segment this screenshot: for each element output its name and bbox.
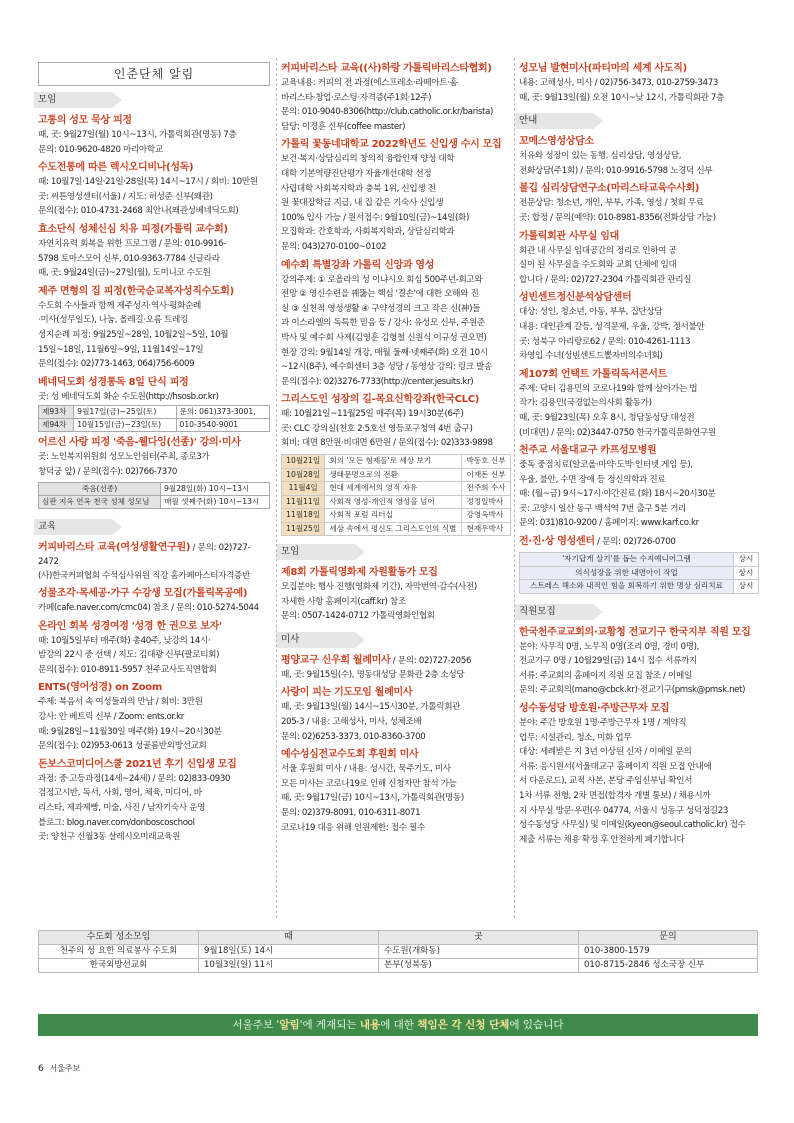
notice-line: 100% 입사 가능 / 원서접수: 9월10일(금)~14일(화) xyxy=(281,212,469,223)
table-cell: 사회적 영성-개인적 영성을 넘어 xyxy=(325,495,462,509)
notice-title xyxy=(38,376,270,390)
notice-line: (비대면) / 문의: 02)3447-0750 한국가톨릭문화연구원 xyxy=(519,427,716,438)
notice-line: 회관 내 사무실 임대공간의 정리로 인하여 공 xyxy=(519,245,677,256)
notice-line: 성수동성당 사무실) 및 이메일(kyeon@seoul.catholic.kr) 접수 xyxy=(519,820,746,831)
notice-item xyxy=(519,444,759,531)
notice-line: 제출 서류는 채용 확정 후 안전하게 폐기합니다 xyxy=(519,834,685,845)
table-cell: 이재돈 신부 xyxy=(462,468,511,482)
notice-title xyxy=(38,436,270,450)
notice-title xyxy=(38,587,270,601)
notice-line: 과 이스라엘의 독특한 믿음 등 / 강사: 유성모 신부, 주원준 xyxy=(281,318,485,329)
notice-item xyxy=(281,748,511,835)
table-cell: 회의 '모든 형제들'로 세상 보기 xyxy=(325,455,462,469)
notice-line: 때, 곳: 9월13일(월) 오전 10시~낮 12시, 가톨릭회관 7층 xyxy=(519,92,725,103)
notice-line: 과정: 중·고등과정(14세~24세) / 문의: 02)833-0930 xyxy=(38,773,231,784)
notice-title-text: 커피바리스타 교육(여성생활연구원) xyxy=(38,541,191,553)
column-left xyxy=(38,62,270,845)
notice-line: 보건·복지·상담심리의 창의적 융합인재 양성 대학 xyxy=(281,154,455,165)
notice-title-text: 예수성심전교수도회 후원회 미사 xyxy=(281,749,419,761)
notice-title-text: 가톨릭회관 사무실 임대 xyxy=(519,230,619,242)
notice-line: 곳: 양천구 신월3동 살레시오미래교육원 xyxy=(38,832,181,843)
notice-line: (사)한국커피협회 수석심사위원 직강 홈카페마스터자격증반 xyxy=(38,570,250,581)
notice-title-text: 수도전통에 따른 렉시오디비나(성독) xyxy=(38,162,194,174)
notice-title xyxy=(519,291,759,305)
lecture-rows xyxy=(282,455,511,536)
table-cell: 9월17일(금)~25일(토) xyxy=(74,406,176,419)
page-title: 인준단체 알림 xyxy=(38,62,270,86)
notice-line: 모든 미사는 코로나19로 인해 신청자만 참석 가능 xyxy=(281,778,457,789)
notice-line: 문의(접수): 010-4731-2468 최안나(왜관성베네딕도회) xyxy=(38,206,239,217)
notice-line: 리스타, 제과제빵, 미술, 사진 / 남자기숙사 운영 xyxy=(38,803,206,814)
table-cell: 010-3800-1579 xyxy=(579,945,758,959)
notice-title-text: 성수동성당 방호원·주방근무자 모집 xyxy=(519,702,670,714)
table-row xyxy=(520,580,759,594)
notice-title-text: 성모님 발현미사(파티마의 세계 사도직) xyxy=(519,63,687,74)
vocation-table xyxy=(38,930,758,973)
notice-line: 때: 10월21일~11월25일 매주(목) 19시30분(6주) xyxy=(281,409,464,420)
notice-item xyxy=(281,566,511,624)
table-cell: 10월3일(일) 11시 xyxy=(199,959,379,973)
table-cell: 수도원(개화동) xyxy=(379,945,579,959)
table-cell: 10월28일 xyxy=(282,468,325,482)
notice-line: 작가: 김용민(국경없는의사회 활동가) xyxy=(519,398,652,409)
notice-line: 때, 곳: 9월27일(월) 10시~13시, 가톨릭회관(명동) 7층 xyxy=(38,130,237,140)
notice-item xyxy=(281,259,511,390)
table-cell: 9월18일(토) 14시 xyxy=(199,945,379,959)
notice-item xyxy=(519,291,759,363)
notice-title xyxy=(281,566,511,580)
notice-title-text: 전·진·상 영성센터 xyxy=(519,536,595,548)
notice-title-text: 돈보스코미디어스쿨 2021년 후기 신입생 모집 xyxy=(38,758,237,770)
table-cell: 스트레스 해소와 내적인 힘을 회복하기 위한 명상 심리치료 xyxy=(520,580,734,594)
notice-line: 자연치유력 회복을 위한 프로그램 / 문의: 010-9916- xyxy=(38,238,226,249)
notice-title-text: 커피바리스타 교육((사)하랑 가톨릭바리스타협회) xyxy=(281,63,492,74)
notice-title-text: 볼깁 심리상담연구소(마리스타교육수사회) xyxy=(519,183,700,195)
table-row xyxy=(282,455,511,469)
notice-line: ·미사(성무일도), 나눔, 올레길·오름 트레킹 xyxy=(38,315,188,326)
table-cell: 사회적 포럼 리터십 xyxy=(325,509,462,523)
notice-line: 문의: 0507-1424-0712 가톨릭영화인협회 xyxy=(281,611,435,622)
notice-title xyxy=(519,135,759,149)
notice-line: 곳: CLC 강의실(천호 2·5호선 영등포구청역 4번 출구) xyxy=(281,423,473,434)
notice-line: 때: 10월7일·14일·21일·28일(목) 14시~17시 / 회비: 10만원 xyxy=(38,177,258,188)
list-c3a xyxy=(519,62,759,105)
notice-line: 때: (월~금) 9시~17시·야간진료 (화) 18시~20시30분 xyxy=(519,489,716,500)
notice-item xyxy=(38,161,270,219)
table-row xyxy=(39,482,270,495)
notice-item xyxy=(38,681,270,753)
section-label-gathering: 모임 xyxy=(277,544,355,560)
disclaimer-banner xyxy=(38,1014,758,1036)
notice-title-text: 성빈센트정신분석상담센터 xyxy=(519,292,632,304)
notice-line: 곳: 노인복지위원회 성모노인쉼터(주최, 종로3가 xyxy=(38,452,210,463)
notice-line: 때: 10월5일부터 매주(화) 총40주, 낮강의 14시· xyxy=(38,635,211,646)
notice-item xyxy=(519,368,759,440)
notice-line: 카페(cafe.naver.com/cmc04) 참조 / 문의: 010-5274-5044 xyxy=(38,603,259,614)
table-cell: 10월15일(금)~23일(토) xyxy=(74,419,176,432)
notice-title xyxy=(519,62,759,76)
list-c2b xyxy=(281,566,511,624)
notice-line: 전교기구 0명 / 10월29일(금) 14시 접수 서류까지 xyxy=(519,656,697,667)
notice-item xyxy=(38,114,270,157)
notice-line: 문의: 010-9040-8306(http://club.catholic.or.kr/barista) xyxy=(281,107,493,118)
notice-highlight: 알림 xyxy=(279,1019,300,1031)
notice-line: 때, 곳: 9월23일(목) 오후 8시, 청담동성당 대성전 xyxy=(519,412,695,423)
notice-line: 전문상담: 청소년, 개인, 부부, 가족, 영성 / 첫회 무료 xyxy=(519,198,704,209)
notice-line: 차영입 수녀(성빈센트드뽈자비의수녀회) xyxy=(519,351,663,362)
table-cell: 010-8715-2846 성소국장 신부 xyxy=(579,959,758,973)
notice-line: 문의(접수): 02)773-1463, 064)756-6009 xyxy=(38,359,195,370)
notice-item xyxy=(519,535,759,549)
notice-highlight: 책임은 각 신청 단체 xyxy=(417,1019,510,1031)
notice-title xyxy=(281,138,511,152)
table-cell: 현대 세계에서의 영적 자유 xyxy=(325,482,462,496)
notice-title-text: 제107회 언택트 가톨릭독서콘서트 xyxy=(519,368,668,380)
notice-line: 성지순례 피정: 9월25일~28일, 10월2일~5일, 10월 xyxy=(38,329,229,340)
table-cell: 11월4일 xyxy=(282,482,325,496)
section-label-education: 교육 xyxy=(34,519,112,535)
table-cell: 상시 xyxy=(733,553,758,567)
notice-line: 블로그: blog.naver.com/donboscoschool xyxy=(38,817,195,828)
notice-title xyxy=(519,702,759,716)
notice-title-extra: / 문의: 02)727-2056 xyxy=(390,655,472,666)
notice-line: 전화상담(주1회) / 문의: 010-9916-5798 노경덕 신부 xyxy=(519,165,713,176)
table-cell: 010-3540-9001 xyxy=(176,419,270,432)
notice-item xyxy=(38,376,270,405)
notice-text: '에 게재되는 xyxy=(299,1019,360,1031)
notice-item xyxy=(38,541,270,584)
notice-line: 바리스타·창업·로스팅·자격증(주1회·12주) xyxy=(281,92,432,103)
notice-line: 내용: 고해성사, 미사 / 02)756-3473, 010-2759-3473 xyxy=(519,78,718,88)
notice-title xyxy=(281,393,511,407)
table-cell: 천주의 성 요한 의료봉사 수도회 xyxy=(39,945,199,959)
column-middle xyxy=(281,58,511,835)
notice-line: 치유와 성장이 있는 동행. 심리상담, 영성상담, xyxy=(519,151,682,162)
program-table xyxy=(519,552,759,594)
notice-title xyxy=(281,62,511,76)
notice-line: 전망 ② 영신수련을 꿰뚫는 핵심 '결손'에 대한 오해와 진 xyxy=(281,289,479,300)
table-cell: 11월11일 xyxy=(282,495,325,509)
table-row xyxy=(282,509,511,523)
notice-title-text: 온라인 회복 성경여정 '성경 한 권으로 보자' xyxy=(38,620,222,632)
lecture-table xyxy=(281,454,511,536)
notice-title xyxy=(38,223,270,237)
schedule-table xyxy=(38,482,270,509)
table-cell: 제94차 xyxy=(39,419,74,432)
notice-highlight: 내용 xyxy=(359,1019,381,1031)
notice-line: 문의: 043)270-0100~0102 xyxy=(281,241,387,252)
notice-title xyxy=(519,230,759,244)
notice-line: 문의: 주교회의(mano@cbck.kr)·전교기구(pmsk@pmsk.net) xyxy=(519,685,746,696)
notice-item xyxy=(281,686,511,744)
list-c3c xyxy=(519,626,759,848)
notice-line: 곳: 성 베네딕도회 화순 수도원(http://hsosb.or.kr) xyxy=(38,391,219,402)
notice-title-text: 예수회 특별강좌 가톨릭 신앙과 영성 xyxy=(281,259,435,271)
notice-item xyxy=(519,62,759,105)
notice-line: 원 꽃대장학금 지급, 내 집 같은 기숙사 신입생 xyxy=(281,198,444,209)
table-cell: 현재우박사 xyxy=(462,522,511,536)
notice-line: 대상: 성인, 청소년, 아동, 부부, 집단상담 xyxy=(519,307,663,318)
table-cell: 한국외방선교회 xyxy=(39,959,199,973)
table-cell: 박동호 신부 xyxy=(462,455,511,469)
notice-item xyxy=(519,626,759,698)
table-row xyxy=(39,945,758,959)
notice-title-text: 제8회 가톨릭영화제 자원활동가 모집 xyxy=(281,567,438,579)
notice-text: 서울주보 ' xyxy=(232,1019,280,1031)
notice-line: 창덕궁 앞) / 문의(접수): 02)766-7370 xyxy=(38,466,178,477)
notice-line: 때, 곳: 9월17일(금) 10시~13시, 가톨릭회관(명동) xyxy=(281,793,464,804)
notice-title xyxy=(38,161,270,175)
notice-title xyxy=(519,182,759,196)
table-cell: 제93차 xyxy=(39,406,74,419)
notice-line: 때, 곳: 9월24일(금)~27일(월), 도미니코 수도원 xyxy=(38,268,211,279)
list-c2c xyxy=(281,654,511,835)
table-cell: 전주희 수사 xyxy=(462,482,511,496)
notice-line: 대상: 세례받은 지 3년 이상된 신자 / 이메일 문의 xyxy=(519,747,692,758)
notice-title xyxy=(519,626,759,640)
table-cell: 상시 xyxy=(733,580,758,594)
notice-line: 1차 서류 전형, 2차 면접(합격자 개별 통보) / 채용시까 xyxy=(519,790,711,801)
notice-line: 밤강의 22시 중 선택 / 지도: 김대광 신부(팔로티회) xyxy=(38,650,220,661)
table-cell: 10월21일 xyxy=(282,455,325,469)
notice-line: 곳: 고양시 일산 동구 백석역 7번 출구 5분 거리 xyxy=(519,503,687,514)
notice-line: 문의(접수): 010-8911-5957 천주교사도직연합회 xyxy=(38,664,217,675)
table-row xyxy=(282,468,511,482)
notice-title xyxy=(519,444,759,458)
notice-item xyxy=(38,285,270,372)
notice-title xyxy=(38,114,270,128)
notice-line: 박사 및 예수회 사제(김영훈 김형철 신원식 이규성 권오면) xyxy=(281,332,487,343)
notice-line: 담당: 이경훈 신부(coffee master) xyxy=(281,121,406,132)
notice-line: 자세한 사항 홈페이지(caff.kr) 참조 xyxy=(281,596,406,607)
notice-title-text: 효소단식 성체신심 치유 피정(가톨릭 교수회) xyxy=(38,223,228,235)
notice-line: 사립대학 사회복지학과 충북 1위, 신입생 전 xyxy=(281,183,436,194)
table-cell: 9월28일(화) 10시~13시 xyxy=(161,482,270,495)
section-label-retreat: 모임 xyxy=(34,92,112,108)
notice-title-text: 어르신 사랑 피정 '죽음-웰다잉(선종)' 강의·미사 xyxy=(38,437,241,449)
notice-line: 서류: 주교회의 홈페이지 직원 모집 참조 / 이메일 xyxy=(519,670,692,681)
notice-line: 검정고시반, 독서, 사회, 영어, 체육, 미디어, 바 xyxy=(38,788,202,799)
notice-line: 곳: 씨튼영성센터(서울) / 지도: 허성준 신부(왜관) xyxy=(38,191,213,202)
section-label-mass: 미사 xyxy=(277,632,355,648)
notice-line: 주제: 닥터 김용민의 코로나19와 함께 살아가는 법 xyxy=(519,383,698,394)
notice-line: 수도회 수사들과 함께 제주성지·역사·평화순례 xyxy=(38,300,201,311)
notice-title-text: 제주 면형의 집 피정(한국순교복자성직수도회) xyxy=(38,285,234,297)
table-row xyxy=(282,522,511,536)
schedule-table xyxy=(38,405,270,432)
notice-text: 에 대한 xyxy=(380,1019,418,1031)
notice-title-text: 그리스도인 성장의 길-목요신학강좌(한국CLC) xyxy=(281,394,480,406)
notice-line: 내용: 대인관계 갈등, 성격문제, 우울, 강박, 정서불안 xyxy=(519,321,705,332)
notice-item xyxy=(38,758,270,845)
table-row xyxy=(39,406,270,419)
notice-line: 강의주제: ① 로욜라의 성 이냐시오 회심 500주년-회고와 xyxy=(281,274,483,285)
notice-item xyxy=(519,182,759,225)
notice-title-text: 고통의 성모 묵상 피정 xyxy=(38,115,132,126)
notice-line: 문의(접수): 02)953-0613 성골롬반외방선교회 xyxy=(38,741,207,752)
table-header: 곳 xyxy=(379,931,579,945)
notice-line: 곳: 합정 / 문의(예약): 010-8981-8356(전화상담 가능) xyxy=(519,212,716,223)
table-cell: 죽음(선종) xyxy=(39,482,161,495)
notice-line: 분야: 주간 방호원 1명·주방근무자 1명 / 계약직 xyxy=(519,717,687,728)
notice-title-extra: / 문의: 02)727-2472 xyxy=(38,542,251,567)
table-cell: 정정일박사 xyxy=(462,495,511,509)
section-label-recruit: 직원모집 xyxy=(515,604,593,620)
notice-line: 5798 토마스모어 신부, 010-9363-7784 신글라라 xyxy=(38,253,220,264)
section-label-counsel: 안내 xyxy=(515,113,593,129)
notice-line: 문의: 010-9620-4820 마리아학교 xyxy=(38,144,163,155)
notice-title-text: 성물조각·목세공·가구 수강생 모집(가톨릭목공예) xyxy=(38,588,248,600)
list-c1c xyxy=(38,541,270,845)
publication-name: 서울주보 xyxy=(49,1064,81,1073)
table-cell: 강영옥박사 xyxy=(462,509,511,523)
notice-title-text: 한국천주교교회의·교황청 전교기구 한국지부 직원 모집 xyxy=(519,626,751,638)
notice-title-text: 꼬메스영성상담소 xyxy=(519,136,594,148)
table-cell: 생태문명으로의 전환 xyxy=(325,468,462,482)
notice-line: 때, 곳: 9월13일(월) 14시~15시30분, 가톨릭회관 xyxy=(281,702,461,713)
table-row xyxy=(39,419,270,432)
notice-line: 205-3 / 내용: 고해성사, 미사, 성체조배 xyxy=(281,717,422,728)
notice-title xyxy=(281,748,511,762)
notice-line: 강사: 안 베트릭 신부 / Zoom: ents.or.kr xyxy=(38,712,184,723)
table-cell: 11월18일 xyxy=(282,509,325,523)
notice-line: 실 ③ 실천적 영성생활 ④ 구약성경의 크고 작은 신(神)들 xyxy=(281,303,481,314)
notice-line: 주제: 복음서 속 여성들과의 만남 / 회비: 3만원 xyxy=(38,697,203,708)
list-c3b xyxy=(519,135,759,549)
notice-title xyxy=(519,368,759,382)
notice-item xyxy=(519,230,759,288)
page-number: 6 xyxy=(38,1064,44,1074)
table-row xyxy=(520,553,759,567)
table-cell: 문의: 061)373-3001, xyxy=(176,406,270,419)
column-right xyxy=(519,58,759,847)
notice-title xyxy=(281,259,511,273)
notice-item xyxy=(281,62,511,134)
notice-line: 때: 9월28일~11월30일 매주(화) 19시~20시30분 xyxy=(38,726,222,737)
notice-title xyxy=(38,285,270,299)
table-row xyxy=(520,566,759,580)
list-c1b xyxy=(38,436,270,479)
notice-line: 서 다운로드), 교적 사본, 본당 주임신부님 확인서 xyxy=(519,776,693,787)
notice-item xyxy=(38,620,270,678)
notice-line: 문의: 02)379-8091, 010-6311-8071 xyxy=(281,808,421,818)
notice-title xyxy=(38,681,270,695)
table-header-row xyxy=(39,931,758,945)
list-c2a xyxy=(281,62,511,451)
notice-line: 때, 곳: 9월15일(수), 명동대성당 문화관 2층 소성당 xyxy=(281,669,465,680)
notice-item xyxy=(38,223,270,281)
table-cell: '자기답게 살기'를 돕는 수지예니어그램 xyxy=(520,553,734,567)
notice-item xyxy=(519,702,759,847)
notice-title-text: 평양교구 신우회 월례미사 xyxy=(281,654,391,666)
notice-title xyxy=(38,541,270,569)
table-cell: 매월 셋째주(화) 10시~13시 xyxy=(161,495,270,508)
notice-line: 서류: 응시원서(서울대교구 홈페이지 직원 모집 안내에 xyxy=(519,761,712,772)
notice-line: 지 사무실 방문·우편(우 04774, 서울시 성동구 성덕정길23 xyxy=(519,805,728,816)
notice-line: 현장 강의: 9월14일 개강, 매월 둘째·넷째주(화) 오전 10시 xyxy=(281,347,488,358)
table-cell: 의식성장을 위한 내면아이 작업 xyxy=(520,566,734,580)
notice-title xyxy=(519,535,759,549)
notice-title xyxy=(38,620,270,634)
notice-title xyxy=(281,654,511,668)
notice-item xyxy=(38,436,270,479)
notice-item xyxy=(519,135,759,178)
notice-line: 15일~18일, 11월6일~9일, 11월14일~17일 xyxy=(38,344,204,355)
program-rows xyxy=(520,553,759,594)
notice-title-text: ENTS(영어성경) on Zoom xyxy=(38,682,162,694)
table-cell: 상시 xyxy=(733,566,758,580)
table-header: 때 xyxy=(199,931,379,945)
notice-item xyxy=(281,654,511,683)
table-row xyxy=(282,482,511,496)
notice-title-text: 베네딕도회 성경통독 8일 단식 피정 xyxy=(38,376,189,388)
notice-line: 분야: 사무직 0명, 노무직 0명(조리 0명, 경비 0명), xyxy=(519,641,700,652)
page-footer xyxy=(38,1063,80,1077)
notice-line: 문의: 031)810-9200 / 홈페이지: www.karf.co.kr xyxy=(519,518,699,529)
notice-line: 코로나19 대응 위해 인원제한: 접수 필수 xyxy=(281,822,425,833)
notice-title-text: 가톨릭 꽃동네대학교 2022학년도 신입생 수시 모집 xyxy=(281,139,502,151)
notice-item xyxy=(281,138,511,254)
notice-title-text: 사랑이 피는 기도모임 월례미사 xyxy=(281,687,413,699)
notice-line: 모집분야: 행사 진행(영화제 기간), 자막번역·감수(사전) xyxy=(281,582,477,593)
notice-line: 대학 기본역량진단평가 자율개선대학 선정 xyxy=(281,168,432,179)
notice-item xyxy=(38,587,270,616)
notice-item xyxy=(281,393,511,451)
notice-text: 에 있습니다 xyxy=(509,1019,564,1031)
table-row xyxy=(39,959,758,973)
notice-line: 문의: 02)6253-3373, 010-8360-3700 xyxy=(281,731,426,742)
notice-title xyxy=(38,758,270,772)
table-cell: 심판 지옥 연옥 천국 성체 성모님 xyxy=(39,495,161,508)
notice-line: 모집학과: 간호학과, 사회복지학과, 상담심리학과 xyxy=(281,227,455,238)
table-cell: 본부(성북동) xyxy=(379,959,579,973)
table-row xyxy=(39,495,270,508)
notice-line: 회비: 대면 8만원·비대면 6만원 / 문의(접수): 02)333-9898 xyxy=(281,438,493,449)
notice-line: 합니다 / 문의: 02)727-2304 가톨릭회관 관리실 xyxy=(519,274,692,285)
notice-line: ~12시(8주), 예수회센터 3층 성당 / 동영상 강의: 링크 발송 xyxy=(281,362,492,373)
list-c1a xyxy=(38,114,270,404)
notice-line: 우울, 불안, 수면 장애 등 정신의학과 진료 xyxy=(519,474,666,485)
table-cell: 11월25일 xyxy=(282,522,325,536)
notice-line: 곳: 성북구 아리랑로62 / 문의: 010-4261-1113 xyxy=(519,336,691,347)
notice-line: 실이 된 사무실을 수도회와 교회 단체에 임대 xyxy=(519,260,677,271)
notice-line: 교육내용: 커피의 전 과정(에스프레소·라떼아트·홈 xyxy=(281,78,458,88)
table-header: 문의 xyxy=(579,931,758,945)
notice-line: 문의(접수): 02)3276-7733(http://center.jesuits.kr) xyxy=(281,376,474,387)
notice-line: 서울 후원회 미사 / 내용: 성시간, 묵주기도, 미사 xyxy=(281,764,451,775)
table-header: 수도회 성소모임 xyxy=(39,931,199,945)
notice-title-text: 천주교 서울대교구 카프성모병원 xyxy=(519,445,657,457)
vocation-table-wrap xyxy=(38,930,758,973)
notice-line: 업무: 시설관리, 청소, 미화 업무 xyxy=(519,732,632,743)
table-cell: 세상 속에서 평신도 그리스도인의 식별 xyxy=(325,522,462,536)
notice-line: 중독 중점치료(알코올·마약·도박·인터넷 게임 등), xyxy=(519,460,693,471)
notice-title-extra: / 문의: 02)726-0700 xyxy=(594,537,676,548)
table-row xyxy=(282,495,511,509)
notice-title xyxy=(281,686,511,700)
